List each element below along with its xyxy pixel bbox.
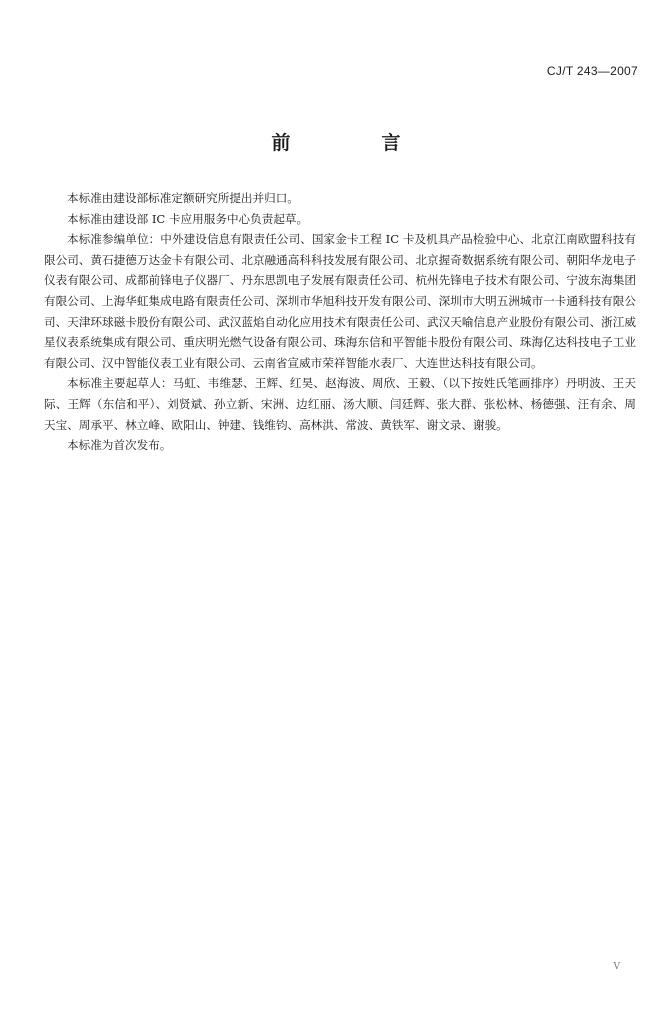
foreword-body	[44, 188, 636, 456]
standard-code: CJ/T 243—2007	[546, 64, 638, 78]
paragraph-first-release: 本标准为首次发布。	[67, 438, 172, 453]
paragraph-proposer: 本标准由建设部标准定额研究所提出并归口。	[67, 191, 299, 205]
paragraph-drafter: 本标准由建设部 IC 卡应用服务中心负责起草。	[67, 211, 309, 226]
paragraph-participating-units: 本标准参编单位：中外建设信息有限责任公司、国家金卡工程 IC 卡及机具产品检验中心、北京江南欧盟科技有限公司、黄石捷德万达金卡有限公司、北京融通高科科技发展有限公司、北京握奇数据系统有限公司、朝阳华龙电子仪表有限公司、成都前锋电子仪器厂、丹东思凯电子发展有限责任公司、杭州先锋电子技术有限公司、宁波东海集团有限公司、上海华虹集成电路有限责任公司、深圳市华旭科技开发有限公司、深圳市大明五洲城市一卡通科技有限公司、天津环球磁卡股份有限公司、武汉蓝焰自动化应用技术有限责任公司、武汉天喻信息产业股份有限公司、浙江威星仪表系统集成有限公司、重庆明光燃气设备有限公司、珠海东信和平智能卡股份有限公司、珠海亿达科技电子工业有限公司、汉中智能仪表工业有限公司、云南省宣威市荣祥智能水表厂、大连世达科技有限公司。	[44, 232, 636, 370]
page-title: 前 言	[271, 132, 437, 154]
paragraph-main-drafters: 本标准主要起草人：马虹、韦维瑟、王辉、红昊、赵海波、周欣、王毅、（以下按姓氏笔画排序）丹明波、王天际、王辉（东信和平）、刘贤斌、孙立新、宋洲、边红丽、汤大顺、闫廷辉、张大群、张松林、杨德强、汪有余、周天宝、周承平、林立峰、欧阳山、钟建、钱维钧、高林洪、常波、黄铁军、谢文录、谢骏。	[44, 376, 636, 432]
page-mark: V	[613, 962, 620, 972]
